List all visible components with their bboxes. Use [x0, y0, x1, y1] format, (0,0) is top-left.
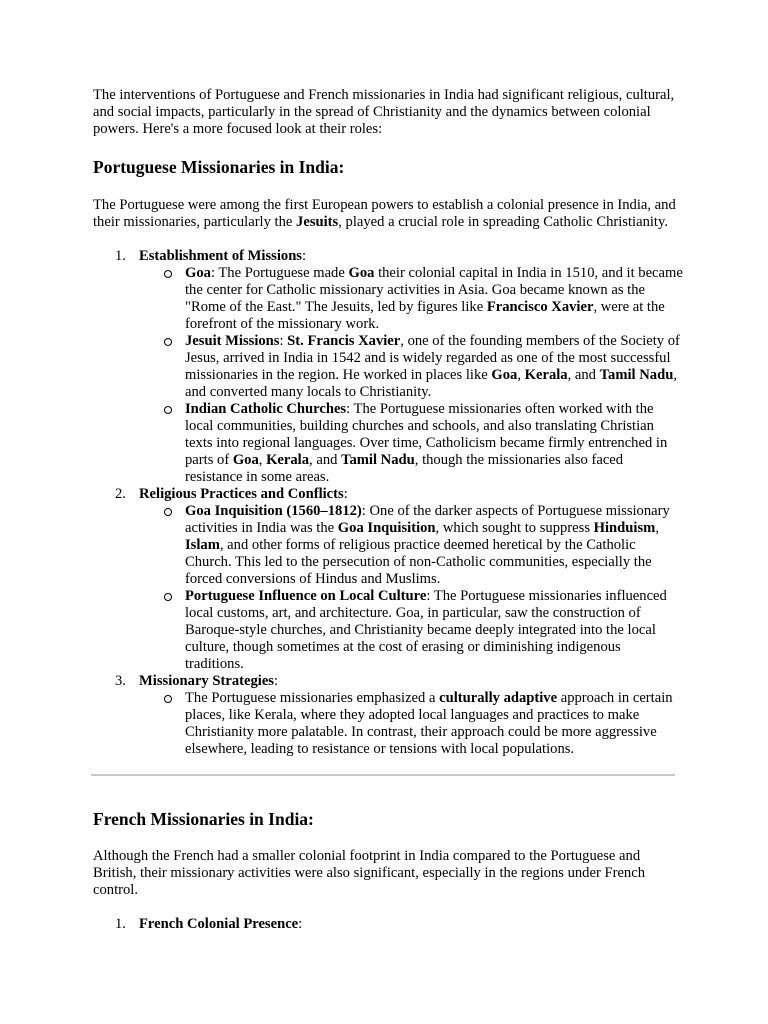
sub-list-item [139, 333, 683, 401]
circle-bullet-icon [164, 593, 172, 601]
text-run: , and other forms of religious practice deemed heretical by the Catholic Church. This led to the persecution of non-Catholic communities, especially the forced conversions of Hindus and Muslims. [185, 537, 652, 587]
text-run: , were at the forefront of the missionary work. [185, 299, 665, 332]
intro-paragraph: The interventions of Portuguese and French missionaries in India had significant religious, cultural, and social impacts, particularly in the spread of Christianity and the dynamics between colonial powers. Here's a more focused look at their roles: [93, 87, 675, 137]
text-run: , [655, 520, 659, 536]
text-run: , though the missionaries also faced resistance in some areas. [185, 452, 624, 485]
list-item [93, 916, 683, 933]
circle-bullet-icon [164, 508, 172, 516]
circle-bullet-icon [164, 695, 172, 703]
text-run: : The Portuguese missionaries often worked with the local communities, building churches and schools, and also translating Christian texts into regional languages. Over time, Catholicism became firmly entrenched in parts of [185, 401, 668, 468]
text-run: , [517, 367, 525, 383]
bold-run: Goa [232, 452, 259, 468]
text-run: , played a crucial role in spreading Catholic Christianity. [338, 214, 668, 230]
list-item-title: Missionary Strategies [139, 673, 274, 689]
text-run: , and [567, 367, 600, 383]
list-item [93, 248, 683, 486]
bold-run: Indian Catholic Churches [185, 401, 347, 417]
text-run: : [279, 333, 288, 349]
bold-run: Jesuit Missions [185, 333, 280, 349]
text-run: : [273, 673, 279, 689]
bold-run: Hinduism [593, 520, 656, 536]
text-run: : [298, 916, 303, 932]
bold-run: Kerala [266, 452, 310, 468]
portuguese-heading: Portuguese Missionaries in India: [93, 157, 345, 177]
sub-list-item [139, 401, 683, 486]
sub-list-item [139, 588, 683, 673]
text-run: , [258, 452, 267, 468]
list-item-title: French Colonial Presence [139, 916, 299, 932]
list-number: 3. [115, 673, 126, 689]
sub-bullet-list [139, 503, 683, 673]
text-run: , and converted many locals to Christianity. [185, 367, 677, 400]
sub-bullet-list [139, 265, 683, 486]
sub-list-item [139, 503, 683, 588]
sub-list-item [139, 265, 683, 333]
french-heading: French Missionaries in India: [93, 809, 314, 829]
text-run: : The Portuguese missionaries influenced local customs, art, and architecture. Goa, in particular, saw the construction of Baroque-style churches, and Christianity became deeply integrated into the local culture, though sometimes at the cost of erasing or diminishing indigenous traditions. [185, 588, 667, 672]
text-run: : [302, 248, 307, 264]
list-number: 2. [115, 486, 126, 502]
list-number: 1. [115, 916, 126, 932]
text-run: , and [309, 452, 342, 468]
list-item-title: Establishment of Missions [139, 248, 302, 264]
bold-run: Goa Inquisition (1560–1812) [185, 503, 362, 519]
text-run: : [343, 486, 348, 502]
portuguese-numbered-list [93, 248, 683, 758]
portuguese-intro-paragraph [93, 197, 683, 231]
bold-run: Tamil Nadu [341, 452, 415, 468]
horizontal-divider [91, 774, 675, 776]
sub-list-item [139, 690, 683, 758]
circle-bullet-icon [164, 406, 172, 414]
bold-run: Goa Inquisition [337, 520, 436, 536]
bold-run: St. Francis Xavier [287, 333, 401, 349]
list-item [93, 673, 683, 758]
circle-bullet-icon [164, 270, 172, 278]
bold-run: Goa [491, 367, 518, 383]
sub-bullet-list [139, 690, 683, 758]
text-run: their colonial capital in India in 1510, and it became the center for Catholic missionary activities in Asia. Goa became known as the "Rome of the East." The Jesuits, led by figures like [185, 265, 683, 315]
bold-run: Portuguese Influence on Local Culture [185, 588, 427, 604]
text-run: approach in certain places, like Kerala, where they adopted local languages and practices to make Christianity more palatable. In contrast, their approach could be more aggressive elsewhere, leading to resistance or tensions with local populations. [185, 690, 673, 757]
text-run: , one of the founding members of the Society of Jesus, arrived in India in 1542 and is widely regarded as one of the most successful missionaries in the region. He worked in places like [185, 333, 680, 383]
french-intro-paragraph: Although the French had a smaller colonial footprint in India compared to the Portuguese and British, their missionary activities were also significant, especially in the regions under French control. [93, 848, 645, 898]
list-item [93, 486, 683, 673]
text-run: : The Portuguese made [210, 265, 349, 281]
bold-run: Jesuits [296, 214, 339, 230]
bold-run: Goa [348, 265, 375, 281]
bold-run: Goa [185, 265, 211, 281]
text-run: , which sought to suppress [435, 520, 594, 536]
circle-bullet-icon [164, 338, 172, 346]
bold-run: Francisco Xavier [486, 299, 594, 315]
text-run: The Portuguese missionaries emphasized a [185, 690, 440, 706]
bold-run: Islam [185, 537, 220, 553]
list-number: 1. [115, 248, 126, 264]
list-item-title: Religious Practices and Conflicts [139, 486, 344, 502]
text-run: The Portuguese were among the first European powers to establish a colonial presence in India, and their missionaries, particularly the [93, 197, 676, 230]
bold-run: Kerala [524, 367, 568, 383]
document-body [93, 87, 683, 933]
bold-run: Tamil Nadu [599, 367, 674, 383]
bold-run: culturally adaptive [439, 690, 558, 706]
text-run: : One of the darker aspects of Portuguese missionary activities in India was the [185, 503, 670, 536]
french-numbered-list [93, 916, 683, 933]
